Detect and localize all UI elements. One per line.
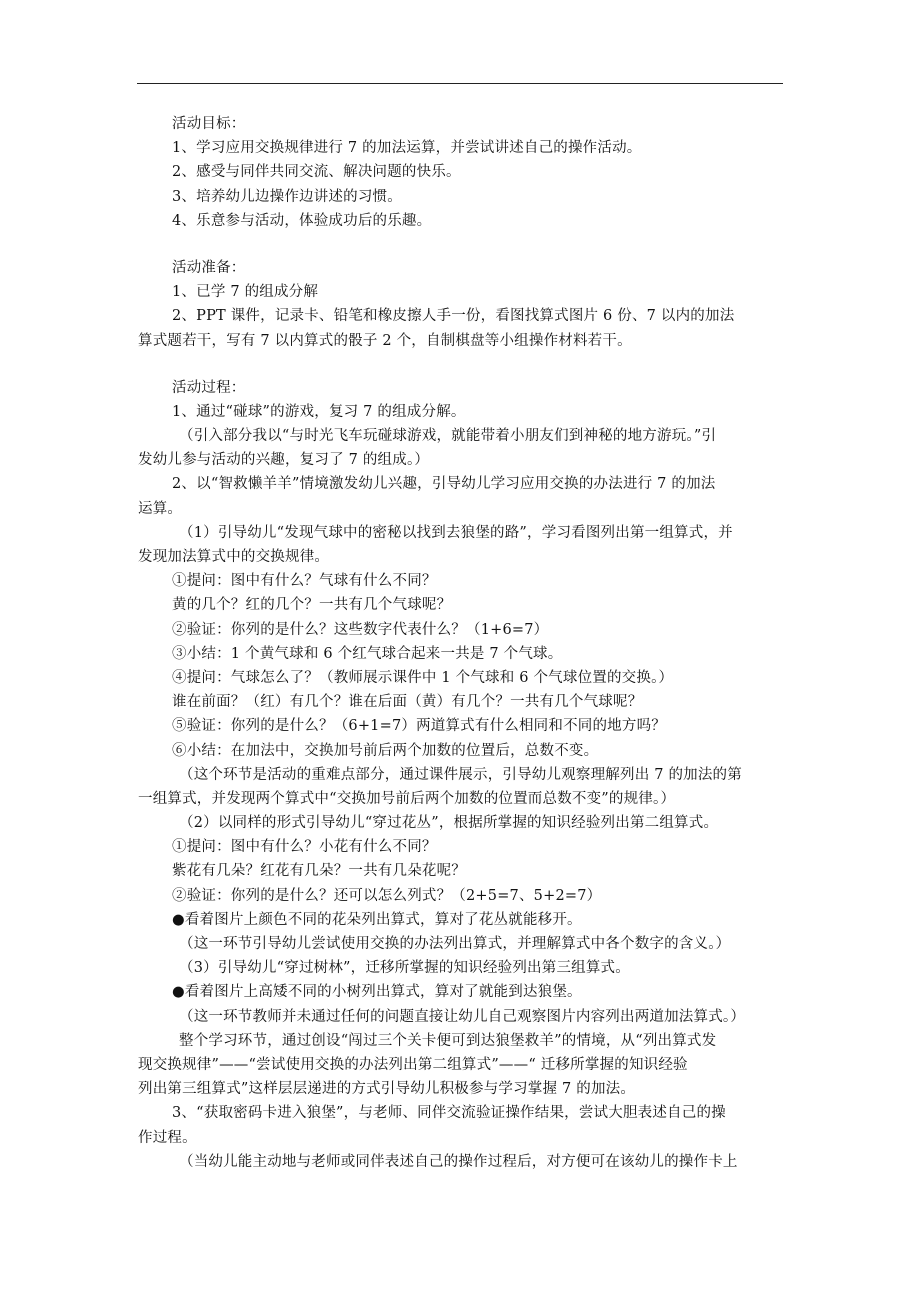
process-line: （1）引导幼儿“发现气球中的密秘以找到去狼堡的路”，学习看图列出第一组算式，并	[179, 524, 733, 541]
process-line: 一组算式，并发现两个算式中“交换加号前后两个加数的位置而总数不变”的规律。）	[138, 790, 676, 807]
process-line: 作过程。	[138, 1129, 197, 1146]
process-line: ⑥小结：在加法中，交换加号前后两个加数的位置后，总数不变。	[172, 742, 599, 759]
process-line: ●看着图片上高矮不同的小树列出算式，算对了就能到达狼堡。	[172, 984, 582, 1001]
goal-item: 3、培养幼儿边操作边讲述的习惯。	[172, 188, 402, 205]
section-heading-preparation: 活动准备：	[172, 259, 246, 276]
section-heading-goals: 活动目标：	[172, 116, 246, 132]
process-line: （这一环节教师并未通过任何的问题直接让幼儿自己观察图片内容列出两道加法算式。）	[179, 1008, 746, 1025]
process-line: 2、以“智救懒羊羊”情境激发幼儿兴趣，引导幼儿学习应用交换的办法进行 7 的加法	[172, 476, 716, 493]
process-line: ③小结：1 个黄气球和 6 个红气球合起来一共是 7 个气球。	[172, 645, 563, 662]
process-line: （当幼儿能主动地与老师或同伴表述自己的操作过程后，对方便可在该幼儿的操作卡上	[179, 1153, 738, 1170]
process-line: 现交换规律”——“尝试使用交换的办法列出第二组算式”——“ 迁移所掌握的知识经验	[138, 1056, 688, 1073]
process-line: 3、“获取密码卡进入狼堡”，与老师、同伴交流验证操作结果，尝试大胆表述自己的操	[172, 1105, 726, 1122]
process-line: （2）以同样的形式引导幼儿“穿过花丛”，根据所掌握的知识经验列出第二组算式。	[179, 815, 719, 832]
process-line: ②验证：你列的是什么？还可以怎么列式？（2+5=7、5+2=7）	[172, 887, 602, 904]
section-gap	[138, 233, 784, 256]
goal-item: 4、乐意参与活动，体验成功后的乐趣。	[172, 212, 432, 229]
section-heading-process: 活动过程：	[172, 379, 246, 396]
process-line: 黄的几个？红的几个？一共有几个气球呢？	[172, 597, 452, 614]
process-line: 谁在前面？（红）有几个？谁在后面（黄）有几个？一共有几个气球呢？	[172, 694, 643, 711]
process-line: 整个学习环节，通过创设“闯过三个关卡便可到达狼堡救羊”的情境，从“列出算式发	[179, 1032, 717, 1049]
preparation-item: 2、PPT 课件，记录卡、铅笔和橡皮擦人手一份，看图找算式图片 6 份、7 以内的加法	[172, 308, 735, 325]
goal-item: 2、感受与同伴共同交流、解决问题的快乐。	[172, 164, 461, 181]
process-line: 运算。	[138, 500, 183, 517]
process-line: ①提问：图中有什么？气球有什么不同？	[172, 573, 437, 590]
process-line: （这一环节引导幼儿尝试使用交换的办法列出算式，并理解算式中各个数字的含义。）	[179, 936, 731, 952]
preparation-item-continued: 算式题若干，写有 7 以内算式的骰子 2 个，自制棋盘等小组操作材料若干。	[138, 332, 632, 349]
process-line: 发现加法算式中的交换规律。	[138, 549, 330, 565]
process-line: （3）引导幼儿“穿过树林”，迁移所掌握的知识经验列出第三组算式。	[179, 960, 630, 977]
preparation-item: 1、已学 7 的组成分解	[172, 284, 319, 301]
process-line: 1、通过“碰球”的游戏，复习 7 的组成分解。	[172, 403, 466, 420]
goal-item: 1、学习应用交换规律进行 7 的加法运算，并尝试讲述自己的操作活动。	[172, 140, 642, 157]
header-rule	[137, 83, 783, 84]
process-line: ⑤验证：你列的是什么？（6+1=7）两道算式有什么相同和不同的地方吗？	[172, 718, 666, 735]
section-gap	[138, 353, 784, 376]
document-body	[138, 112, 784, 1174]
process-line: ②验证：你列的是什么？这些数字代表什么？（1+6=7）	[172, 621, 549, 638]
process-line: 紫花有几朵？红花有几朵？一共有几朵花呢？	[172, 863, 466, 880]
process-line: 列出第三组算式”这样层层递进的方式引导幼儿积极参与学习掌握 7 的加法。	[138, 1081, 636, 1098]
process-line: （引入部分我以“与时光飞车玩碰球游戏，就能带着小朋友们到神秘的地方游玩。”引	[179, 428, 717, 445]
process-line: ●看着图片上颜色不同的花朵列出算式，算对了花丛就能移开。	[172, 911, 582, 928]
process-line: ①提问：图中有什么？小花有什么不同？	[172, 839, 437, 856]
process-line: 发幼儿参与活动的兴趣，复习了 7 的组成。）	[138, 452, 430, 469]
process-line: ④提问：气球怎么了？（教师展示课件中 1 个气球和 6 个气球位置的交换。）	[172, 669, 674, 686]
process-line: （这个环节是活动的重难点部分，通过课件展示，引导幼儿观察理解列出 7 的加法的第	[179, 766, 742, 783]
